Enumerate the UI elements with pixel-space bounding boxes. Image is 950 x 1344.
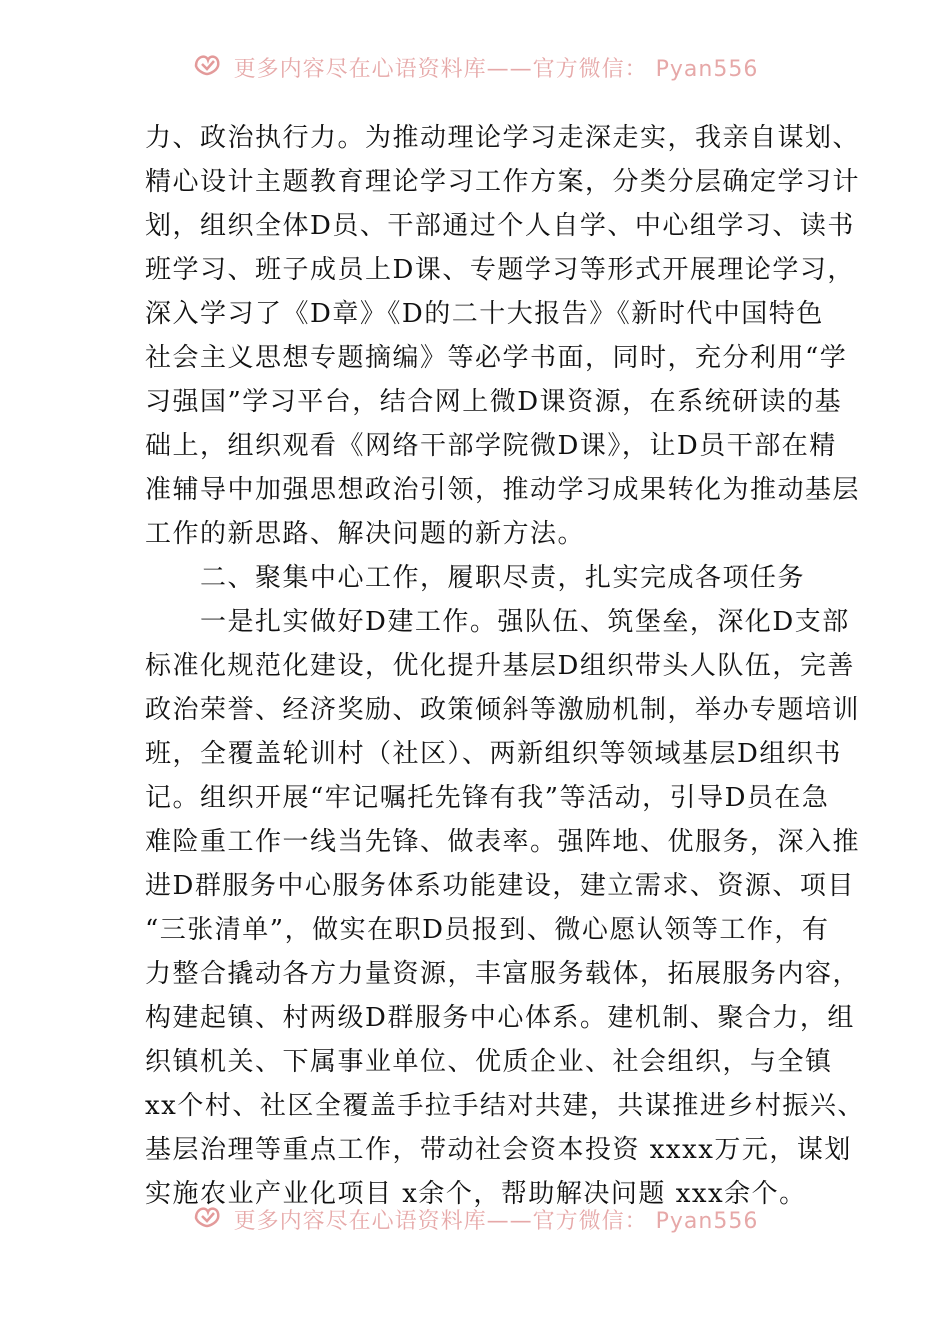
text-line: 班学习、班子成员上D课、专题学习等形式开展理论学习， [145, 255, 855, 285]
text-line: “三张清单”，做实在职D员报到、微心愿认领等工作，有 [145, 915, 830, 945]
watermark-text: 更多内容尽在心语资料库——官方微信： Pyan556 [233, 1209, 759, 1234]
section-heading: 二、聚集中心工作，履职尽责，扎实完成各项任务 [200, 563, 806, 593]
text-line: 构建起镇、村两级D群服务中心体系。建机制、聚合力，组 [145, 1003, 855, 1033]
text-line: 难险重工作一线当先锋、做表率。强阵地、优服务，深入推 [145, 827, 861, 857]
text-line: 工作的新思路、解决问题的新方法。 [145, 519, 586, 549]
text-line: 织镇机关、下属事业单位、优质企业、社会组织，与全镇 [145, 1047, 833, 1077]
text-line: xx个村、社区全覆盖手拉手结对共建，共谋推进乡村振兴、 [145, 1091, 865, 1121]
brand-logo-icon [192, 50, 222, 90]
text-line: 精心设计主题教育理论学习工作方案，分类分层确定学习计 [145, 167, 861, 197]
text-line: 政治荣誉、经济奖励、政策倾斜等激励机制，举办专题培训 [145, 695, 861, 725]
text-line: 实施农业产业化项目 x余个，帮助解决问题 xxx余个。 [145, 1179, 807, 1209]
watermark-footer [0, 1202, 950, 1242]
text-line: 力整合撬动各方力量资源，丰富服务载体，拓展服务内容， [145, 959, 861, 989]
text-line: 准辅导中加强思想政治引领，推动学习成果转化为推动基层 [145, 475, 861, 505]
text-line: 社会主义思想专题摘编》等必学书面，同时，充分利用“学 [145, 343, 848, 373]
text-line: 进D群服务中心服务体系功能建设，建立需求、资源、项目 [145, 871, 855, 901]
text-line: 力、政治执行力。为推动理论学习走深走实，我亲自谋划、 [145, 123, 861, 153]
text-line: 班，全覆盖轮训村（社区）、两新组织等领域基层D组织书 [145, 739, 842, 769]
text-line: 记。组织开展“牢记嘱托先锋有我”等活动，引导D员在急 [145, 783, 830, 813]
text-line: 基层治理等重点工作，带动社会资本投资 xxxx万元，谋划 [145, 1135, 852, 1165]
text-line: 习强国”学习平台，结合网上微D课资源，在系统研读的基 [145, 387, 843, 417]
watermark-header [0, 50, 950, 90]
brand-logo-icon [192, 1202, 222, 1242]
text-line: 划，组织全体D员、干部通过个人自学、中心组学习、读书 [145, 211, 855, 241]
text-line: 深入学习了《D章》《D的二十大报告》《新时代中国特色 [145, 299, 824, 329]
watermark-text: 更多内容尽在心语资料库——官方微信： Pyan556 [233, 57, 759, 82]
text-line: 础上，组织观看《网络干部学院微D课》，让D员干部在精 [145, 431, 837, 461]
text-line: 标准化规范化建设，优化提升基层D组织带头人队伍，完善 [145, 651, 855, 681]
document-body [145, 116, 865, 1216]
paragraph-start-line: 一是扎实做好D建工作。强队伍、筑堡垒，深化D支部 [200, 607, 850, 637]
